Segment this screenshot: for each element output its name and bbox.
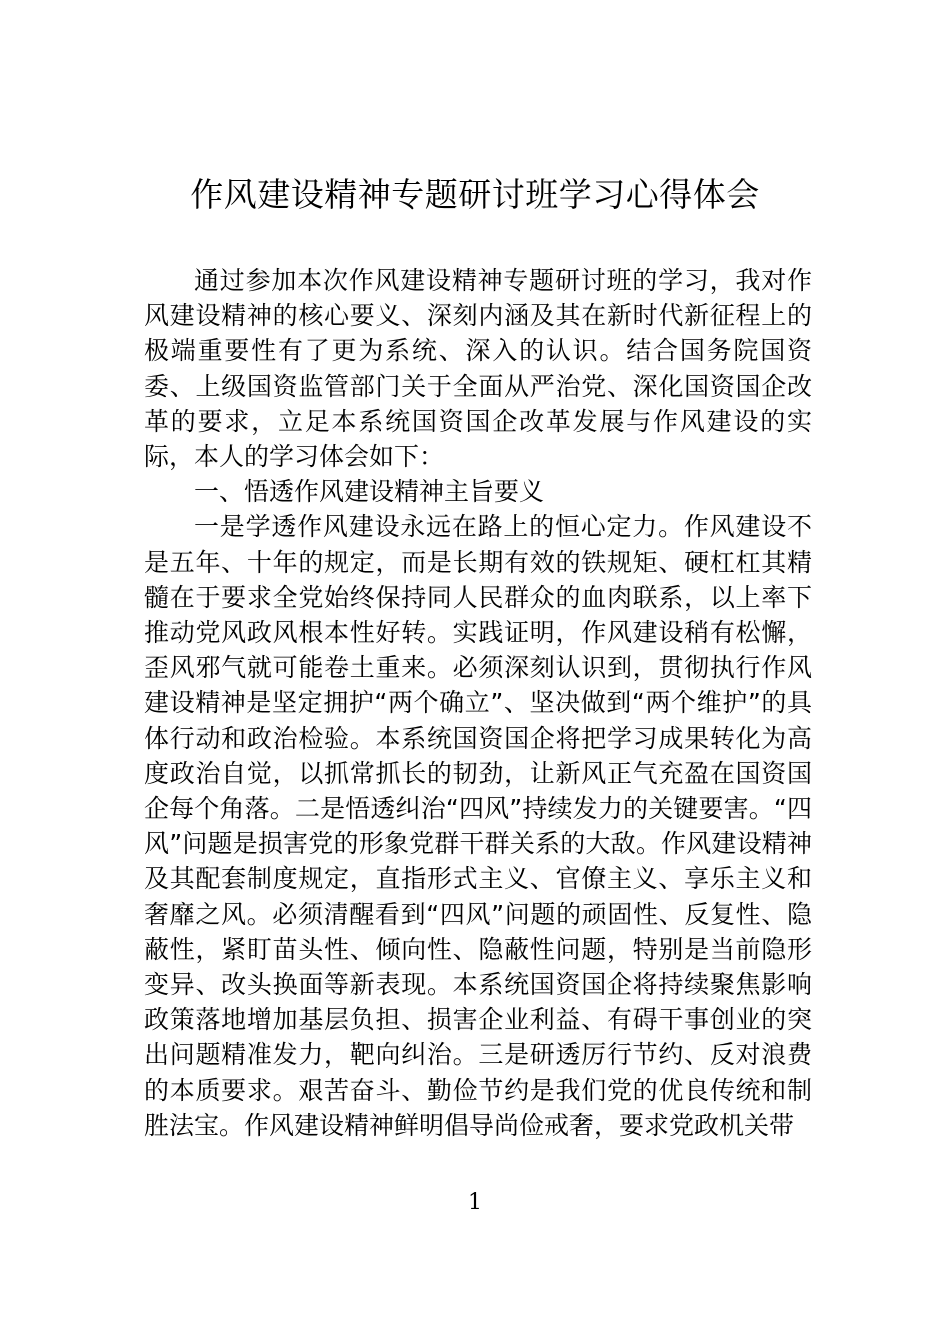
document-body [144, 263, 812, 1143]
section-heading: 一、悟透作风建设精神主旨要义 [194, 477, 545, 507]
page-number: 1 [468, 1190, 482, 1215]
document-title: 作风建设精神专题研讨班学习心得体会 [190, 175, 760, 214]
intro-paragraph: 通过参加本次作风建设精神专题研讨班的学习，我对作风建设精神的核心要义、深刻内涵及其在新时代新征程上的极端重要性有了更为系统、深入的认识。结合国务院国资委、上级国资监管部门关于全面从严治党、深化国资国企改革的要求，立足本系统国资国企改革发展与作风建设的实际，本人的学习体会如下： [144, 266, 812, 472]
body-paragraph: 一是学透作风建设永远在路上的恒心定力。作风建设不是五年、十年的规定，而是长期有效的铁规矩、硬杠杠其精髓在于要求全党始终保持同人民群众的血肉联系，以上率下推动党风政风根本性好转。实践证明，作风建设稍有松懈，歪风邪气就可能卷土重来。必须深刻认识到，贯彻执行作风建设精神是坚定拥护“两个确立”、坚决做到“两个维护”的具体行动和政治检验。本系统国资国企将把学习成果转化为高度政治自觉，以抓常抓长的韧劲，让新风正气充盈在国资国企每个角落。二是悟透纠治“四风”持续发力的关键要害。“四风”问题是损害党的形象党群干群关系的大敌。作风建设精神及其配套制度规定，直指形式主义、官僚主义、享乐主义和奢靡之风。必须清醒看到“四风”问题的顽固性、反复性、隐蔽性，紧盯苗头性、倾向性、隐蔽性问题，特别是当前隐形变异、改头换面等新表现。本系统国资国企将持续聚焦影响政策落地增加基层负担、损害企业利益、有碍干事创业的突出问题精准发力，靶向纠治。三是研透厉行节约、反对浪费的本质要求。艰苦奋斗、勤俭节约是我们党的优良传统和制胜法宝。作风建设精神鲜明倡导尚俭戒奢，要求党政机关带 [144, 512, 812, 1140]
